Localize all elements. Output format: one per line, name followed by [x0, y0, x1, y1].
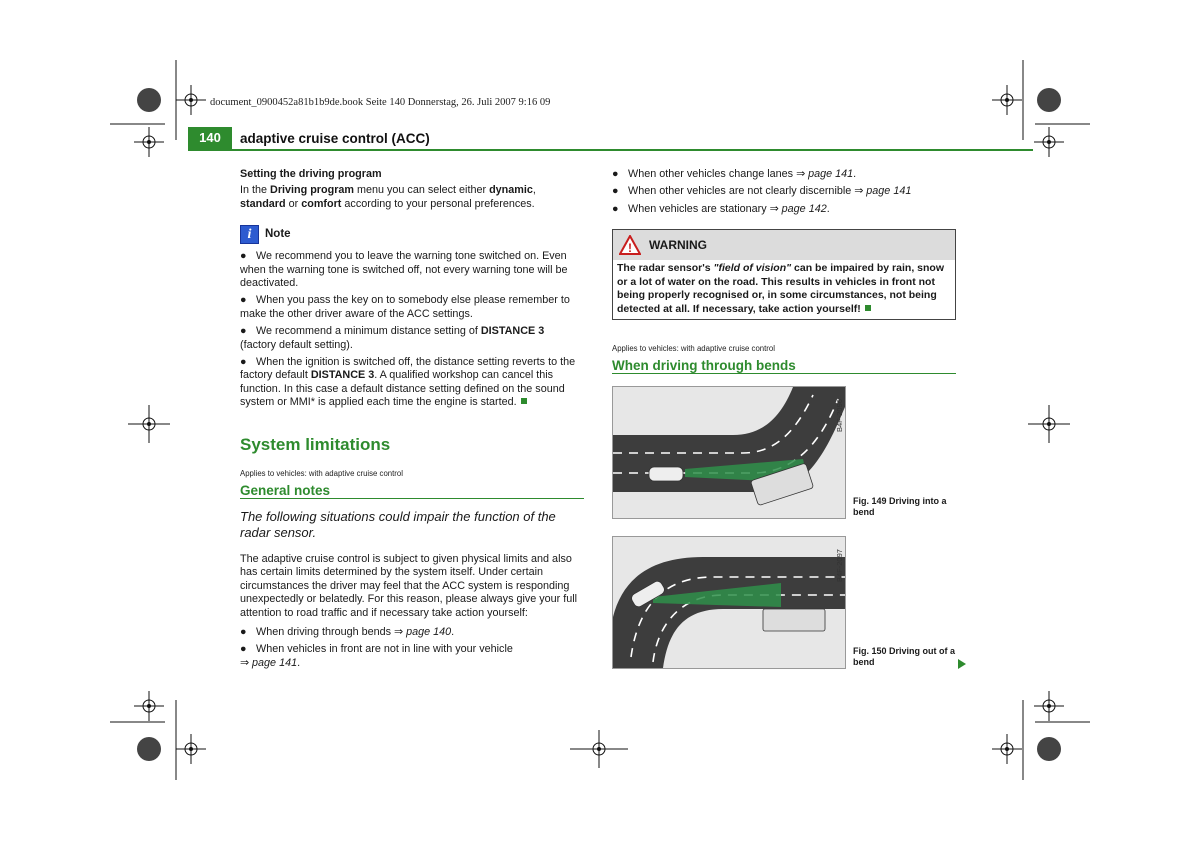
bullet-icon: ● [612, 185, 619, 198]
figure-code: B4F-2096 [835, 399, 844, 432]
list-text: When driving through bends [256, 625, 395, 638]
note-text: When the ignition is switched off, the distance setting reverts to the factory default [240, 356, 576, 382]
list-text: . [451, 625, 455, 638]
bend-exit-illustration [613, 537, 845, 668]
setting-name: DISTANCE 3 [310, 369, 375, 382]
list-text: . [853, 168, 857, 180]
note-heading [240, 225, 584, 244]
option-dynamic: dynamic [489, 184, 533, 197]
figure-driving-into-bend [612, 386, 846, 519]
info-icon: i [240, 225, 259, 244]
left-column [240, 168, 584, 674]
section-title: System limitations [240, 434, 391, 454]
list-text: When other vehicles are not clearly discernible [628, 185, 855, 198]
warning-triangle-icon [619, 235, 641, 255]
warning-header [613, 230, 955, 260]
print-slug: document_0900452a81b1b9de.book Seite 140 Donnerstag, 26. Juli 2007 9:16 09 [210, 97, 551, 108]
figure-caption: Fig. 150 Driving out of a bend [853, 646, 956, 667]
note-title: Note [265, 228, 291, 241]
note-text: We recommend a minimum distance setting of [256, 325, 481, 338]
list-item [612, 168, 956, 181]
warning-text [613, 260, 955, 319]
right-column [612, 168, 956, 384]
figure-code: B4F-2097 [835, 549, 844, 582]
warning-run: can be impaired by rain, snow or a lot of water on the road. This results in vehicles in front not being properly recognised or, in some circumstances, not being detected at all. If necessary, take action yourself! [617, 262, 944, 315]
bullet-icon: ● [240, 294, 247, 307]
arrow-icon: ⇒ [854, 185, 864, 198]
warning-title: WARNING [649, 237, 707, 252]
note-item [240, 294, 584, 321]
end-of-section-icon [521, 398, 527, 404]
bullet-icon: ● [240, 250, 247, 263]
applies-to: Applies to vehicles: with adaptive cruise control [240, 469, 403, 479]
arrow-icon: ⇒ [394, 625, 404, 638]
option-standard: standard [240, 197, 286, 210]
list-item [612, 203, 956, 216]
list-text: . [826, 202, 830, 215]
option-comfort: comfort [301, 197, 342, 210]
figure-driving-out-of-bend [612, 536, 846, 669]
warning-box [612, 229, 956, 320]
warning-run: The radar sensor's [617, 262, 714, 275]
note-text: When you pass the key on to somebody else please remember to make the other driver aware of the ACC settings. [240, 294, 570, 320]
driving-program-heading: Setting the driving program [240, 168, 382, 180]
setting-name: DISTANCE 3 [480, 325, 545, 338]
warning-emphasis: "field of vision" [713, 262, 792, 275]
bullet-icon: ● [612, 202, 619, 215]
page-link[interactable]: page 141 [866, 185, 912, 198]
text-run: In the [240, 184, 271, 197]
list-text: When vehicles are stationary [628, 202, 770, 215]
end-of-section-icon [865, 305, 871, 311]
note-item [240, 325, 584, 352]
body-text: The adaptive cruise control is subject to given physical limits and also has certain limits determined by the system itself. Under certain circumstances the driver may feel that the ACC system is responding unexpectedly or belatedly. For this reason, please always give your full attention to road traffic and if necessary take action yourself: [240, 552, 578, 619]
continue-arrow-icon [958, 659, 966, 669]
page-link[interactable]: page 141 [252, 656, 298, 669]
page-link[interactable]: page 141 [808, 168, 854, 180]
arrow-icon: ⇒ [796, 168, 806, 180]
list-text: . [297, 656, 301, 669]
svg-text:!: ! [628, 241, 632, 256]
note-text: . A qualified workshop can cancel this function. In this case a default distance setting defined on the sound system or MMI* is applied each time the engine is started. [240, 369, 565, 409]
page-link[interactable]: page 142 [781, 202, 827, 215]
note-text: We recommend you to leave the warning tone switched on. Even when the warning tone is switched off, not every warning tone will be deactivated. [240, 250, 568, 290]
page-number: 140 [188, 127, 232, 149]
list-item [612, 185, 956, 198]
bullet-icon: ● [240, 356, 247, 369]
text-run: or [285, 197, 302, 210]
menu-name: Driving program [270, 184, 355, 197]
page-link[interactable]: page 140 [406, 625, 452, 638]
note-text: (factory default setting). [240, 338, 353, 351]
intro-text: The following situations could impair the function of the radar sensor. [240, 508, 556, 540]
driving-program-text [240, 184, 584, 211]
arrow-icon: ⇒ [240, 656, 250, 669]
header-rule [188, 149, 1033, 151]
list-text: When vehicles in front are not in line with your vehicle [256, 643, 513, 656]
bullet-icon: ● [240, 643, 247, 656]
note-item [240, 250, 584, 290]
bullet-icon: ● [612, 168, 619, 180]
list-item [240, 643, 584, 670]
bend-entry-illustration [613, 387, 845, 518]
text-run: menu you can select either [354, 184, 490, 197]
arrow-icon: ⇒ [769, 202, 779, 215]
list-item [240, 626, 584, 639]
figure-caption: Fig. 149 Driving into a bend [853, 496, 947, 517]
applies-to: Applies to vehicles: with adaptive cruise control [612, 344, 775, 354]
note-item [240, 356, 584, 410]
subsection-title: General notes [240, 484, 584, 499]
text-run: according to your personal preferences. [341, 197, 535, 210]
running-title: adaptive cruise control (ACC) [240, 131, 430, 146]
bullet-icon: ● [240, 625, 247, 638]
list-text: When other vehicles change lanes [628, 168, 797, 180]
subsection-title: When driving through bends [612, 359, 956, 374]
text-run: , [532, 184, 536, 197]
bullet-icon: ● [240, 325, 247, 338]
